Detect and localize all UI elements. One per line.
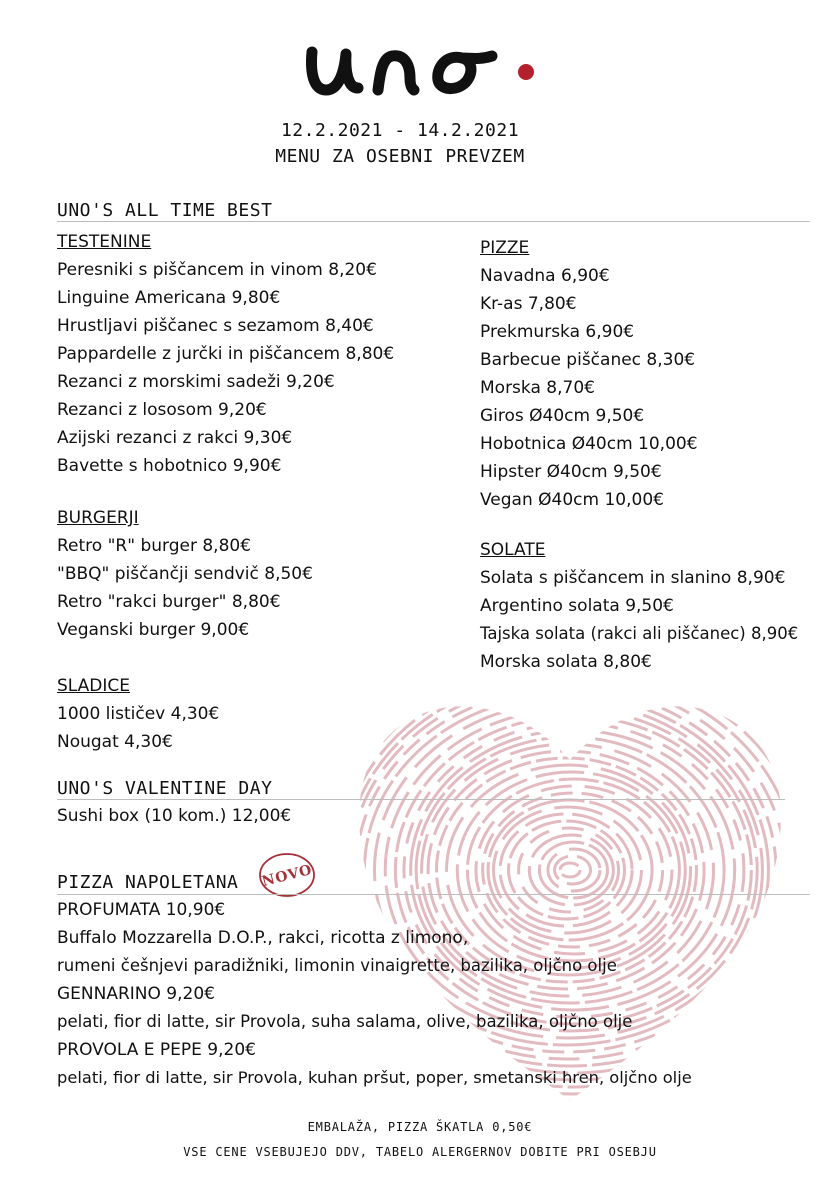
menu-item: Navadna 6,90€ <box>480 266 610 286</box>
section-divider <box>57 221 810 222</box>
footer-packaging-note: EMBALAŽA, PIZZA ŠKATLA 0,50€ <box>307 1120 533 1134</box>
menu-item: Pappardelle z jurčki in piščancem 8,80€ <box>57 344 395 364</box>
menu-item: Hobotnica Ø40cm 10,00€ <box>480 434 698 454</box>
category-burgerji: BURGERJI <box>57 508 139 528</box>
menu-item: PROFUMATA 10,90€ <box>57 900 226 920</box>
menu-item-description: pelati, fior di latte, sir Provola, suha salama, olive, bazilika, oljčno olje <box>57 1012 633 1031</box>
menu-item: Tajska solata (rakci ali piščanec) 8,90€ <box>480 624 799 643</box>
menu-dates: 12.2.2021 - 14.2.2021 <box>280 120 520 141</box>
uno-logo <box>300 24 540 104</box>
section-divider <box>57 894 810 895</box>
menu-item: Kr-as 7,80€ <box>480 294 577 314</box>
menu-subtitle: MENU ZA OSEBNI PREVZEM <box>275 146 525 167</box>
menu-item: Barbecue piščanec 8,30€ <box>480 350 696 370</box>
menu-item: Linguine Americana 9,80€ <box>57 288 281 308</box>
menu-item: Morska solata 8,80€ <box>480 652 652 672</box>
menu-item-description: pelati, fior di latte, sir Provola, kuhan pršut, poper, smetanski hren, oljčno olje <box>57 1068 692 1087</box>
sladice-list <box>57 700 219 756</box>
category-pizze: PIZZE <box>480 238 530 258</box>
menu-item: Rezanci z lososom 9,20€ <box>57 400 267 420</box>
category-testenine: TESTENINE <box>57 232 152 252</box>
menu-item: GENNARINO 9,20€ <box>57 984 215 1004</box>
menu-item: Sushi box (10 kom.) 12,00€ <box>57 806 292 826</box>
category-solate: SOLATE <box>480 540 546 560</box>
burgerji-list <box>57 532 313 644</box>
section-title-all-time-best: UNO'S ALL TIME BEST <box>57 200 273 221</box>
section-title-valentine: UNO'S VALENTINE DAY <box>57 778 273 799</box>
menu-item: Hipster Ø40cm 9,50€ <box>480 462 662 482</box>
menu-item: Peresniki s piščancem in vinom 8,20€ <box>57 260 377 280</box>
menu-item: Vegan Ø40cm 10,00€ <box>480 490 664 510</box>
fingerprint-ridge <box>560 863 580 877</box>
menu-item: Retro "rakci burger" 8,80€ <box>57 592 281 612</box>
section-title-napoletana: PIZZA NAPOLETANA <box>57 872 239 893</box>
section-divider <box>57 799 785 800</box>
napoletana-list <box>57 896 692 1092</box>
menu-item: Nougat 4,30€ <box>57 732 173 752</box>
footer-vat-note: VSE CENE VSEBUJEJO DDV, TABELO ALERGERNOV DOBITE PRI OSEBJU <box>183 1145 657 1159</box>
menu-item: Veganski burger 9,00€ <box>57 620 250 640</box>
menu-item: Bavette s hobotnico 9,90€ <box>57 456 282 476</box>
menu-item: Morska 8,70€ <box>480 378 595 398</box>
menu-item: Giros Ø40cm 9,50€ <box>480 406 645 426</box>
menu-item: 1000 lističev 4,30€ <box>57 704 220 724</box>
fingerprint-ridge <box>555 856 591 884</box>
menu-item: PROVOLA E PEPE 9,20€ <box>57 1040 256 1060</box>
menu-item: Argentino solata 9,50€ <box>480 596 674 616</box>
testenine-list <box>57 256 394 480</box>
menu-item: "BBQ" piščančji sendvič 8,50€ <box>57 564 313 584</box>
menu-item: Hrustljavi piščanec s sezamom 8,40€ <box>57 316 374 336</box>
novo-badge-label: NOVO <box>260 861 315 890</box>
pizze-list <box>480 262 698 514</box>
menu-item: Prekmurska 6,90€ <box>480 322 635 342</box>
menu-item: Solata s piščancem in slanino 8,90€ <box>480 568 786 588</box>
category-sladice: SLADICE <box>57 676 130 696</box>
novo-badge <box>258 852 316 898</box>
menu-item: Retro "R" burger 8,80€ <box>57 536 252 556</box>
menu-item: Azijski rezanci z rakci 9,30€ <box>57 428 293 448</box>
menu-item: Rezanci z morskimi sadeži 9,20€ <box>57 372 335 392</box>
valentine-list <box>57 802 291 830</box>
menu-item-description: rumeni češnjevi paradižniki, limonin vinaigrette, bazilika, oljčno olje <box>57 956 617 975</box>
solate-list <box>480 564 798 676</box>
menu-item-description: Buffalo Mozzarella D.O.P., rakci, ricotta z limono, <box>57 928 469 948</box>
